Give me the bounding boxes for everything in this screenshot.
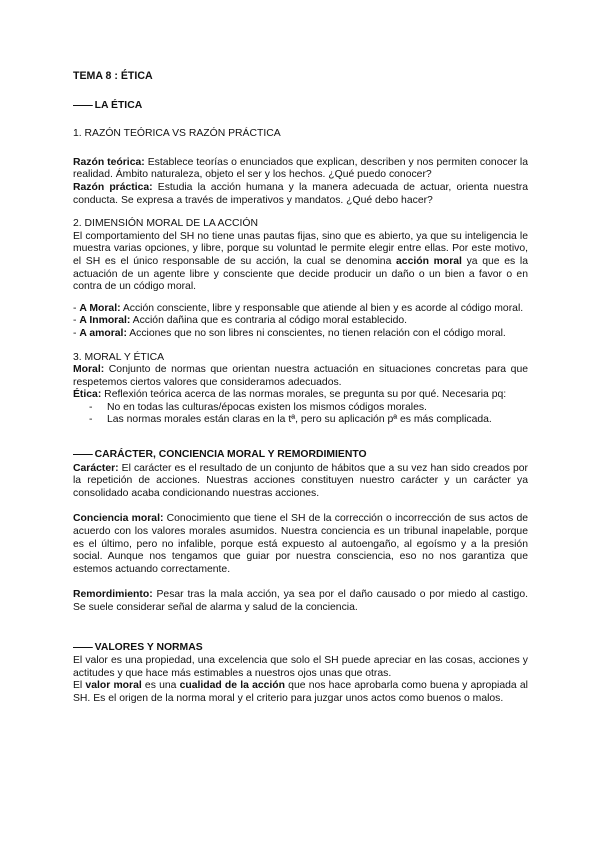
bold-term: cualidad de la acción (179, 680, 285, 692)
term-text: Conocimiento que tiene el SH de la corrección o incorrección de sus actos de acuerdo con los valores morales asumidos. Nuestra conciencia es un tribunal inapelable, porque es el último, pero no infalible, porque está expuesto al autoengaño, al egoísmo y a la presión social. Aunque nos tengamos que guiar por nuestra consciencia, eso no nos garantiza que estemos actuando correctamente. (73, 513, 529, 575)
list-item: - No en todas las culturas/épocas existen los mismos códigos morales. (73, 402, 528, 415)
paragraph-remordimiento (73, 589, 528, 614)
item-prefix: - (73, 315, 80, 327)
term-label: Carácter: (73, 462, 119, 474)
paragraph-razon-teorica (73, 157, 528, 182)
section-heading-text: LA ÉTICA (94, 99, 143, 111)
term-text: Pesar tras la mala acción, ya sea por el daño causado o por miedo al castigo. Se suele considerar señal de alarma y salud de la conciencia. (73, 589, 528, 613)
term-label: Ética: (73, 389, 102, 401)
item-accion-inmoral (73, 315, 528, 328)
term-text: Establece teorías o enunciados que explican, describen y nos permiten conocer la realidad. Ámbito naturaleza, objeto el ser y los hechos. ¿Qué puedo conocer? (73, 156, 528, 181)
paragraph-caracter (73, 463, 528, 501)
text-run: que nos hace aprobarla como buena y apropiada al SH. Es el origen de la norma moral y el criterio para juzgar unos actos como buenos o malos. (73, 680, 528, 704)
section-heading-caracter (73, 449, 528, 462)
paragraph-moral (73, 364, 528, 389)
document-page (73, 70, 528, 706)
term-label: Razón práctica: (73, 181, 153, 193)
item-accion-moral (73, 303, 528, 316)
bullet-list (73, 402, 528, 427)
paragraph-dimension (73, 231, 528, 294)
paragraph-razon-practica (73, 182, 528, 207)
subheading-moral-etica: 3. MORAL Y ÉTICA (73, 351, 165, 363)
term-text: Estudia la acción humana y la manera adecuada de actuar, orienta nuestra conducta. Se expresa a través de imperativos y mandatos. ¿Qué debo hacer? (73, 181, 529, 206)
paragraph-etica (73, 389, 528, 402)
term-label: Remordimiento: (73, 589, 153, 601)
list-item: - Las normas morales están claras en la tª, pero su aplicación pª es más complicada. (73, 414, 528, 427)
term-label: A Inmoral: (79, 315, 131, 327)
section-heading-valores (73, 642, 528, 655)
item-prefix: - (73, 327, 80, 339)
section-heading-etica (73, 100, 528, 113)
subheading-dimension: 2. DIMENSIÓN MORAL DE LA ACCIÓN (73, 218, 258, 230)
item-accion-amoral (73, 328, 528, 341)
section-heading-text: VALORES Y NORMAS (94, 641, 203, 653)
text-run: ya que es la actuación de un agente libre y consciente que decide producir un daño o un bien a favor o en contra de un código moral. (73, 255, 528, 293)
subheading-razon: 1. RAZÓN TEÓRICA VS RAZÓN PRÁCTICA (73, 128, 281, 140)
term-text: Reflexión teórica acerca de las normas morales, se pregunta su por qué. Necesaria pq: (101, 389, 507, 401)
text-run: es una (141, 680, 180, 692)
paragraph-valor: El valor es una propiedad, una excelencia que solo el SH puede apreciar en las cosas, acciones y actitudes y que hace más estimables a nuestros ojos unas que otras. (73, 655, 528, 679)
term-label: Conciencia moral: (73, 513, 164, 525)
paragraph-conciencia (73, 513, 528, 576)
text-run: El (73, 680, 86, 692)
term-text: El carácter es el resultado de un conjunto de hábitos que a su vez han sido creados por la repetición de acciones. Nuestras acciones constituyen nuestro carácter y un carácter ya consolidado acaba condicionando nuestras acciones. (73, 462, 528, 499)
term-text: Acciones que no son libres ni conscientes, no tienen relación con el código moral. (126, 327, 506, 339)
term-text: Conjunto de normas que orientan nuestra actuación en situaciones concretas para que respetemos ciertos valores que consideramos adecuados. (73, 364, 528, 388)
term-label: A Moral: (79, 302, 121, 314)
text-run: El comportamiento del SH no tiene unas pautas fijas, sino que es abierto, ya que su inteligencia le muestra varias opciones, y libre, porque su voluntad le permite elegir entre ellas. Por este motivo, el SH es el único responsable de su acción, la cual se denomina (73, 230, 528, 267)
term-label: Moral: (73, 364, 105, 376)
heading-dash: —— (73, 641, 92, 653)
section-heading-text: CARÁCTER, CONCIENCIA MORAL Y REMORDIMIENTO (94, 449, 367, 461)
term-label: A amoral: (79, 327, 127, 339)
bold-term: acción moral (396, 255, 462, 267)
term-text: Acción consciente, libre y responsable que atiende al bien y es acorde al código moral. (120, 302, 524, 314)
heading-dash: —— (73, 449, 92, 461)
item-prefix: - (73, 302, 80, 314)
heading-dash: —— (73, 99, 92, 111)
term-text: Acción dañina que es contraria al código moral establecido. (130, 315, 408, 327)
term-label: Razón teórica: (73, 156, 145, 168)
document-title: TEMA 8 : ÉTICA (73, 70, 153, 82)
paragraph-valor-moral (73, 680, 528, 705)
bold-term: valor moral (85, 680, 142, 692)
